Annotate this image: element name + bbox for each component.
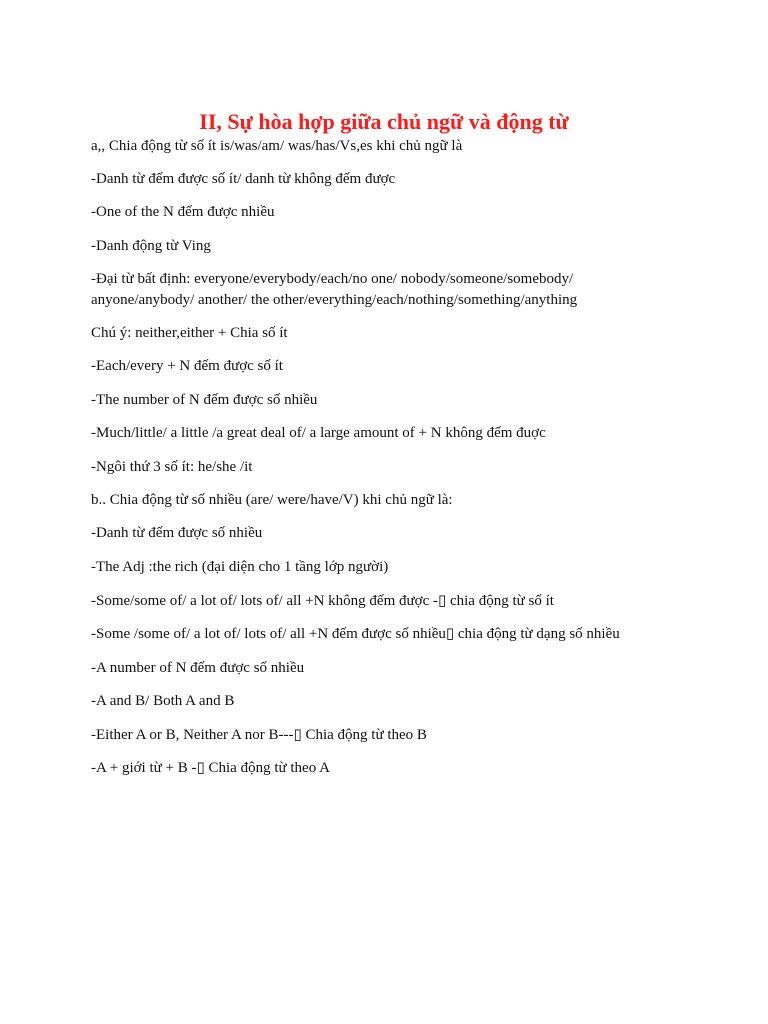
page-title: II, Sự hòa hợp giữa chủ ngữ và động từ (199, 108, 569, 134)
body-line: -Some /some of/ a lot of/ lots of/ all +N đếm được số nhiều▯ chia động từ dạng số nhiều (91, 626, 620, 642)
body-line: -One of the N đếm được nhiều (91, 204, 275, 220)
body-line: -Danh từ đếm được số ít/ danh từ không đếm được (91, 171, 396, 187)
body-line: -Danh động từ Ving (91, 238, 211, 254)
body-line: -Much/little/ a little /a great deal of/ a large amount of + N không đếm đuợc (91, 425, 546, 441)
body-line: -Ngôi thứ 3 số ít: he/she /it (91, 459, 253, 475)
body-line: -Danh từ đếm được số nhiều (91, 525, 263, 541)
body-line: -Each/every + N đếm được số ít (91, 358, 283, 374)
body-line: -A number of N đếm được số nhiều (91, 660, 305, 676)
body-line: anyone/anybody/ another/ the other/everything/each/nothing/something/anything (91, 292, 578, 308)
body-line: b.. Chia động từ số nhiều (are/ were/have/V) khi chủ ngữ là: (91, 492, 453, 508)
body-line: -A + giới từ + B -▯ Chia động từ theo A (91, 760, 330, 776)
body-line: -The number of N đếm được số nhiều (91, 392, 318, 408)
body-line: -The Adj :the rich (đại diện cho 1 tầng lớp người) (91, 559, 389, 575)
body-line: -Either A or B, Neither A nor B---▯ Chia động từ theo B (91, 727, 427, 743)
body-line: a,, Chia động từ số ít is/was/am/ was/has/Vs,es khi chủ ngữ là (91, 138, 463, 154)
body-line: Chú ý: neither,either + Chia số ít (91, 325, 288, 341)
body-line: -A and B/ Both A and B (91, 693, 235, 709)
body-line: -Đại từ bất định: everyone/everybody/each/no one/ nobody/someone/somebody/ (91, 271, 574, 287)
body-line: -Some/some of/ a lot of/ lots of/ all +N không đếm được -▯ chia động từ số ít (91, 593, 554, 609)
